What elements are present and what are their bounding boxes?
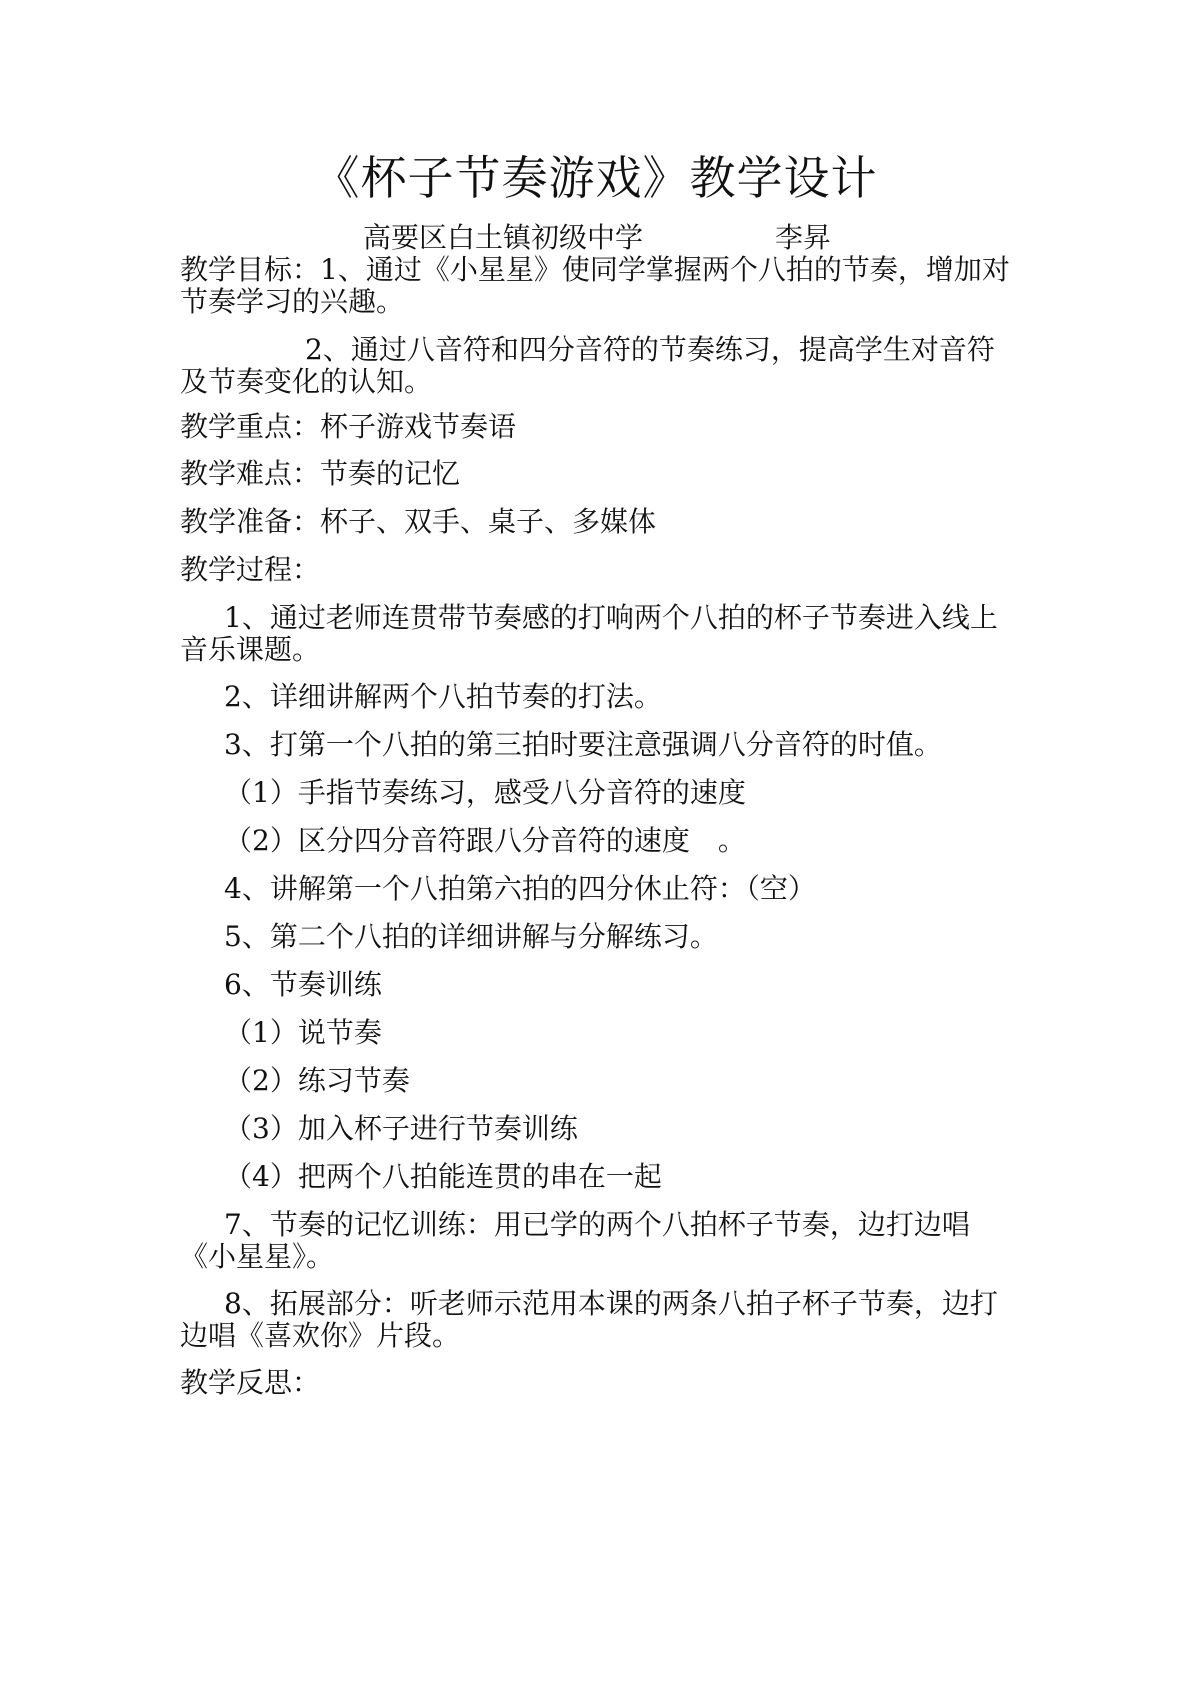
step-3: 3、打第一个八拍的第三拍时要注意强调八分音符的时值。 bbox=[224, 728, 942, 761]
teaching-goal-2-line-2: 及节奏变化的认知。 bbox=[180, 365, 433, 398]
key-point: 教学重点：杯子游戏节奏语 bbox=[180, 410, 517, 443]
process-heading: 教学过程： bbox=[180, 553, 321, 586]
step-1-line-1: 1、通过老师连贯带节奏感的打响两个八拍的杯子节奏进入线上 bbox=[224, 601, 998, 634]
difficulty: 教学难点：节奏的记忆 bbox=[180, 457, 461, 490]
step-6-sub-3: （3）加入杯子进行节奏训练 bbox=[224, 1112, 578, 1145]
step-6-sub-4: （4）把两个八拍能连贯的串在一起 bbox=[224, 1160, 662, 1193]
step-3-sub-1: （1）手指节奏练习，感受八分音符的速度 bbox=[224, 776, 746, 809]
step-6-sub-2: （2）练习节奏 bbox=[224, 1064, 410, 1097]
step-4: 4、讲解第一个八拍第六拍的四分休止符：（空） bbox=[224, 872, 816, 905]
step-7-line-1: 7、节奏的记忆训练：用已学的两个八拍杯子节奏，边打边唱 bbox=[224, 1208, 970, 1241]
teaching-goal-line-1: 教学目标：1、通过《小星星》使同学掌握两个八拍的节奏，增加对 bbox=[180, 253, 1010, 286]
teaching-goal-2-line-1: 2、通过八音符和四分音符的节奏练习，提高学生对音符 bbox=[305, 333, 995, 366]
step-6: 6、节奏训练 bbox=[224, 968, 382, 1001]
step-8-line-1: 8、拓展部分：听老师示范用本课的两条八拍子杯子节奏，边打 bbox=[224, 1287, 998, 1320]
step-5: 5、第二个八拍的详细讲解与分解练习。 bbox=[224, 920, 718, 953]
step-8-line-2: 边唱《喜欢你》片段。 bbox=[180, 1319, 461, 1352]
school-name: 高要区白土镇初级中学 bbox=[363, 221, 644, 254]
step-6-sub-1: （1）说节奏 bbox=[224, 1016, 382, 1049]
step-2: 2、详细讲解两个八拍节奏的打法。 bbox=[224, 680, 662, 713]
reflection-heading: 教学反思： bbox=[180, 1366, 321, 1399]
teaching-goal-line-2: 节奏学习的兴趣。 bbox=[180, 285, 405, 318]
author-name: 李昇 bbox=[775, 221, 832, 254]
author-line bbox=[363, 218, 832, 258]
step-7-line-2: 《小星星》。 bbox=[180, 1240, 335, 1273]
step-1-line-2: 音乐课题。 bbox=[180, 633, 321, 666]
document-title: 《杯子节奏游戏》教学设计 bbox=[313, 151, 878, 205]
preparation: 教学准备：杯子、双手、桌子、多媒体 bbox=[180, 505, 657, 538]
step-3-sub-2: （2）区分四分音符跟八分音符的速度 。 bbox=[224, 824, 746, 857]
